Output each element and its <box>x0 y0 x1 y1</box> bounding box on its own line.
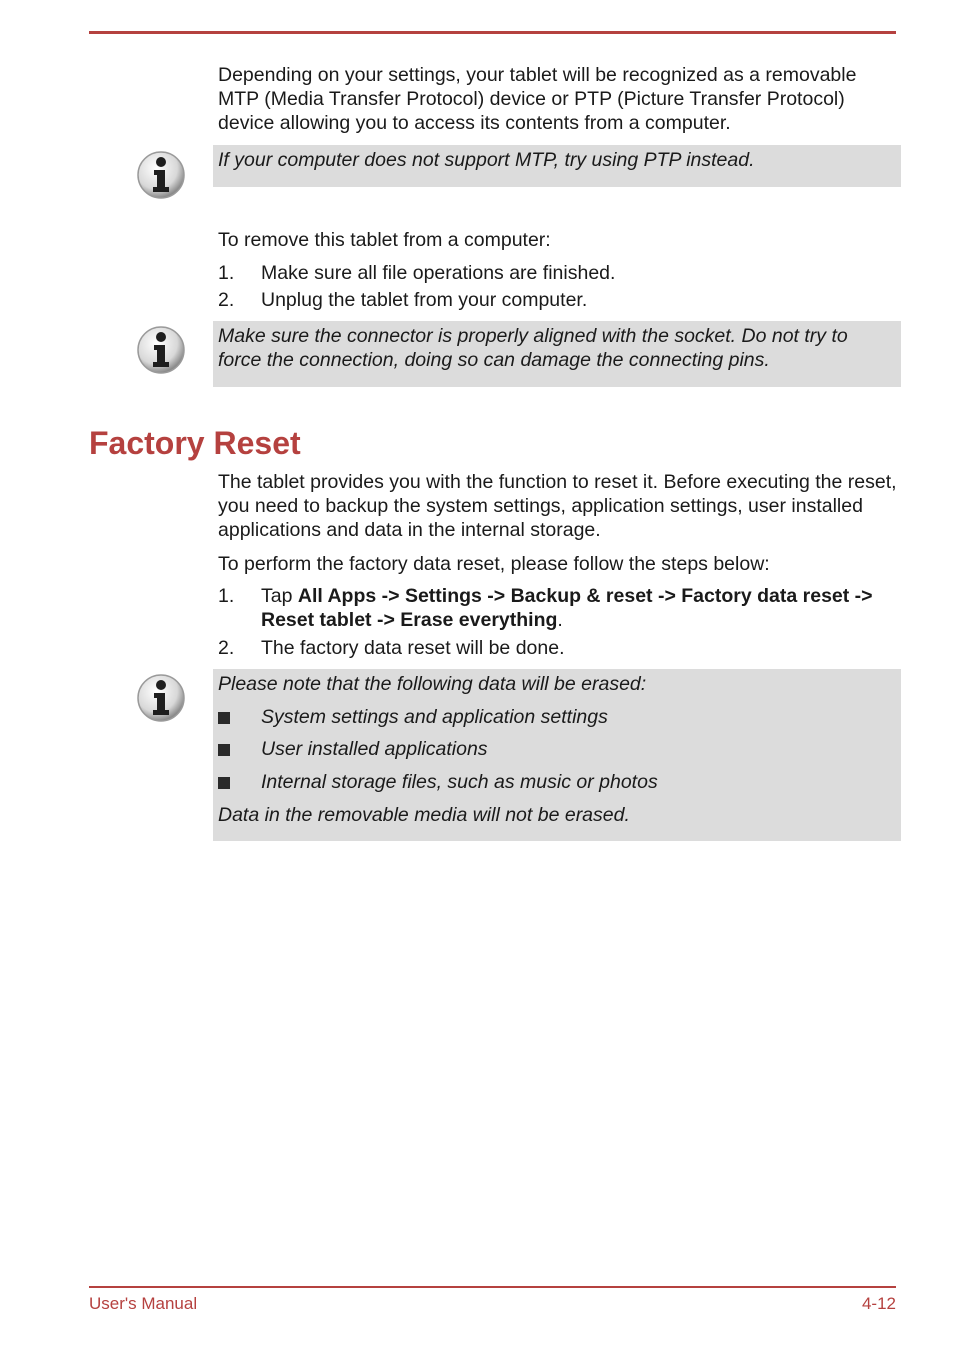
list-number: 1. <box>218 585 235 607</box>
reset-paragraph: The tablet provides you with the function to reset it. Before executing the reset, you need to backup the system settings, application settings, user installed applications and data in the internal storage. <box>218 471 897 541</box>
list-number: 2. <box>218 637 235 659</box>
bullet-text: User installed applications <box>261 738 488 760</box>
bullet-text: Internal storage files, such as music or photos <box>261 771 658 793</box>
info-icon <box>136 673 186 723</box>
square-bullet-icon <box>218 744 230 756</box>
note-text: Make sure the connector is properly aligned with the socket. Do not try to force the connection, doing so can damage the connecting pins. <box>218 325 848 371</box>
step-suffix: . <box>557 609 563 631</box>
note-outro: Data in the removable media will not be erased. <box>218 804 630 826</box>
note-text: If your computer does not support MTP, try using PTP instead. <box>218 149 755 171</box>
info-icon <box>136 150 186 200</box>
note-intro: Please note that the following data will be erased: <box>218 673 647 695</box>
remove-intro: To remove this tablet from a computer: <box>218 229 551 251</box>
square-bullet-icon <box>218 712 230 724</box>
settings-path: All Apps -> Settings -> Backup & reset -> Factory data reset -> Reset tablet -> Erase everything <box>261 585 873 631</box>
reset-steps-intro: To perform the factory data reset, please follow the steps below: <box>218 553 770 575</box>
bullet-text: System settings and application settings <box>261 706 608 728</box>
step-prefix: Tap <box>261 585 298 607</box>
section-heading: Factory Reset <box>89 425 301 461</box>
intro-paragraph: Depending on your settings, your tablet will be recognized as a removable MTP (Media Transfer Protocol) device or PTP (Picture Transfer Protocol) device allowing you to access its contents from a computer. <box>218 64 857 134</box>
list-text: Make sure all file operations are finished. <box>261 262 616 284</box>
note-box <box>213 145 901 187</box>
note-box <box>213 669 901 841</box>
list-number: 1. <box>218 262 235 284</box>
page-number: 4-12 <box>861 1294 896 1313</box>
header-rule <box>89 31 896 34</box>
square-bullet-icon <box>218 777 230 789</box>
list-text <box>261 584 901 632</box>
list-number: 2. <box>218 289 235 311</box>
footer-title: User's Manual <box>89 1294 198 1313</box>
note-box <box>213 321 901 387</box>
list-text: Unplug the tablet from your computer. <box>261 289 588 311</box>
footer-rule <box>89 1286 896 1288</box>
info-icon <box>136 325 186 375</box>
list-text: The factory data reset will be done. <box>261 637 565 659</box>
